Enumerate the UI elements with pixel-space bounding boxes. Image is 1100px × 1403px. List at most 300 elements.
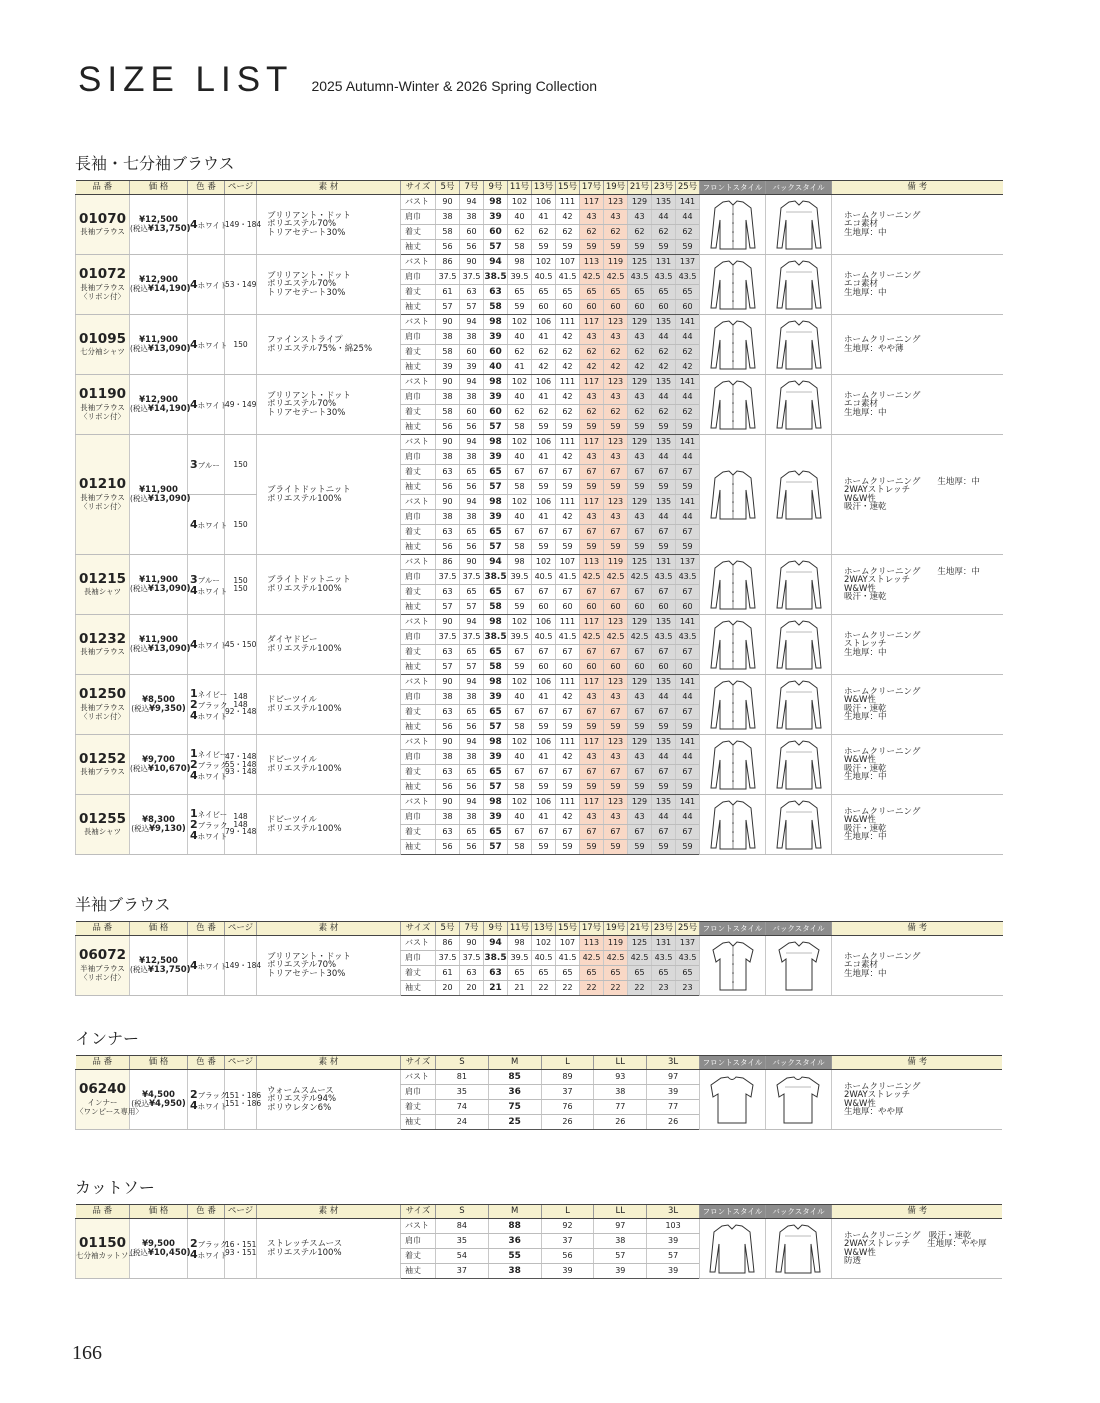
remark-line: 吸汗・速乾 (844, 703, 887, 714)
size-value: 58 (436, 345, 460, 360)
measure-label: 肩巾 (401, 450, 436, 465)
catalog-page: 148 (233, 699, 248, 709)
page-cell (225, 255, 257, 315)
material-line: ブライトドットニット (267, 485, 351, 495)
size-value: 135 (652, 615, 676, 630)
size-value: 57 (436, 600, 460, 615)
size-value: 67 (676, 525, 700, 540)
page-cell (225, 1070, 262, 1130)
size-value: 37.5 (460, 630, 484, 645)
remark-line: 吸汗・速乾 (844, 763, 887, 774)
material-cell (257, 255, 401, 315)
remark-line: ホームクリーニング (844, 335, 921, 345)
size-header: 7号 (460, 181, 484, 195)
size-value: 141 (676, 495, 700, 510)
size-value: 40 (508, 510, 532, 525)
size-value: 65 (484, 585, 508, 600)
section-title: カットソー (75, 1178, 155, 1197)
size-value: 36 (488, 1085, 541, 1100)
size-value: 98 (508, 255, 532, 270)
price-cell (130, 375, 191, 435)
page-cell (225, 795, 257, 855)
size-value: 62 (604, 345, 628, 360)
size-value: 56 (460, 540, 484, 555)
color-number: 3 (190, 572, 198, 586)
product-name: 半袖ブラウス (80, 963, 125, 973)
price-cell (130, 675, 188, 735)
size-value: 39 (647, 1234, 700, 1249)
measure-label: 袖丈 (401, 660, 436, 675)
size-value: 39.5 (508, 570, 532, 585)
product-code: 01250 (79, 685, 126, 702)
table-header (76, 922, 1003, 936)
measure-label: 袖丈 (401, 780, 436, 795)
col-price-header: 価 格 (130, 1205, 188, 1219)
size-value: 41 (508, 360, 532, 375)
size-value: 60 (580, 300, 604, 315)
size-value: 42.5 (580, 570, 604, 585)
size-value: 59 (580, 780, 604, 795)
size-value: 58 (508, 540, 532, 555)
size-header: L (541, 1056, 594, 1070)
size-header: 11号 (508, 922, 532, 936)
product-id-cell (76, 1219, 136, 1279)
back-shirt-illustration (773, 558, 825, 612)
material-line: ポリエステル94% (267, 1094, 337, 1105)
remark-line: ホームクリーニング (843, 1081, 921, 1092)
measure-label: 肩巾 (401, 330, 436, 345)
size-value: 56 (541, 1249, 594, 1264)
tax-price: ¥13,090) (147, 583, 191, 594)
measure-label: 袖丈 (401, 300, 436, 315)
section-title: インナー (75, 1029, 140, 1048)
color-cell (188, 1219, 228, 1279)
price: ¥4,500 (142, 1090, 175, 1100)
size-value: 57 (647, 1249, 700, 1264)
size-value: 43 (604, 330, 628, 345)
catalog-page: 55・148 (225, 759, 257, 769)
size-value: 59 (604, 540, 628, 555)
size-value: 63 (460, 966, 484, 981)
size-value: 60 (556, 600, 580, 615)
size-header: 11号 (508, 181, 532, 195)
size-value: 63 (484, 966, 508, 981)
color-name: ホワイト (197, 401, 228, 410)
measure-label: バスト (401, 195, 436, 210)
size-value: 59 (628, 420, 652, 435)
price-cell (130, 936, 191, 996)
remarks-header: 備 考 (832, 922, 1003, 936)
tax-price: ¥14,190) (147, 283, 191, 294)
product-id-cell (76, 375, 130, 435)
size-value: 43 (580, 510, 604, 525)
size-value: 123 (604, 375, 628, 390)
size-value: 43.5 (628, 270, 652, 285)
front-style-figure (700, 435, 766, 555)
size-value: 41 (532, 330, 556, 345)
color-number: 2 (190, 698, 198, 711)
table-row (76, 1219, 1003, 1234)
size-value: 67 (508, 525, 532, 540)
size-value: 41.5 (556, 630, 580, 645)
size-value: 38 (436, 510, 460, 525)
size-value: 42 (556, 330, 580, 345)
size-value: 57 (484, 840, 508, 855)
size-value: 107 (556, 936, 580, 951)
back-style-header: バックスタイル (765, 1056, 831, 1070)
section-title: 半袖ブラウス (75, 895, 171, 914)
size-value: 67 (676, 585, 700, 600)
material-cell (257, 435, 401, 555)
product-name: インナー (87, 1097, 118, 1107)
measure-label: バスト (401, 495, 436, 510)
remark-line: W&W性 (844, 583, 876, 594)
size-value: 38 (460, 810, 484, 825)
col-page-header: ページ (225, 922, 257, 936)
remark-line: ホームクリーニング (844, 951, 921, 962)
back-style-figure (766, 936, 832, 996)
col-color-header: 色 番 (188, 922, 225, 936)
size-value: 65 (460, 585, 484, 600)
catalog-page: 150 (233, 576, 248, 585)
size-value: 44 (652, 510, 676, 525)
size-value: 60 (484, 225, 508, 240)
product-name: 長袖シャツ (83, 827, 122, 837)
price-with-tax (130, 1247, 191, 1258)
material-cell (257, 936, 401, 996)
color-number: 4 (190, 709, 198, 722)
product-name: 〈リボン付〉 (80, 973, 125, 983)
size-value: 111 (556, 615, 580, 630)
size-value: 59 (604, 480, 628, 495)
back-shirt-illustration (773, 678, 825, 732)
size-value: 35 (436, 1234, 489, 1249)
size-header: 13号 (532, 181, 556, 195)
product-code: 01232 (79, 630, 126, 647)
material-cell (257, 375, 401, 435)
size-value: 60 (604, 660, 628, 675)
size-value: 106 (532, 495, 556, 510)
tax-label: (税込 (131, 703, 150, 713)
size-value: 57 (484, 480, 508, 495)
size-value: 62 (556, 225, 580, 240)
measure-label: 肩巾 (401, 1085, 436, 1100)
color-entry (190, 338, 228, 351)
remarks-cell (832, 435, 1003, 555)
size-value: 56 (436, 780, 460, 795)
size-value: 59 (556, 540, 580, 555)
size-value: 60 (580, 660, 604, 675)
size-value: 42 (580, 360, 604, 375)
product-id-cell (76, 195, 130, 255)
size-value: 85 (488, 1070, 541, 1085)
size-value: 106 (532, 435, 556, 450)
size-value: 59 (652, 780, 676, 795)
size-value: 59 (628, 480, 652, 495)
color-number: 4 (190, 398, 198, 411)
size-value: 117 (580, 615, 604, 630)
size-value: 62 (676, 225, 700, 240)
color-cell (188, 936, 228, 996)
measure-label: 袖丈 (401, 840, 436, 855)
size-value: 22 (580, 981, 604, 996)
size-value: 123 (604, 195, 628, 210)
size-value: 43 (580, 390, 604, 405)
size-value: 60 (652, 660, 676, 675)
back-style-figure (766, 615, 832, 675)
measure-label: 着丈 (401, 966, 436, 981)
size-value: 102 (508, 435, 532, 450)
measure-label: 袖丈 (401, 540, 436, 555)
size-value: 20 (460, 981, 484, 996)
back-style-figure (766, 555, 832, 615)
price-with-tax (130, 763, 191, 774)
product-name: 長袖ブラウス (80, 702, 125, 712)
size-value: 65 (460, 525, 484, 540)
remark-line: ホームクリーニング (844, 806, 921, 817)
product-name: 長袖ブラウス (80, 227, 125, 237)
color-name: ホワイト (197, 832, 228, 841)
size-value: 57 (460, 300, 484, 315)
size-value: 43 (604, 810, 628, 825)
size-value: 26 (541, 1115, 594, 1130)
size-header: 9号 (484, 181, 508, 195)
size-value: 67 (556, 705, 580, 720)
size-value: 40 (508, 450, 532, 465)
color-cell (188, 315, 228, 375)
size-value: 135 (652, 735, 676, 750)
back-style-figure (766, 675, 832, 735)
size-value: 67 (580, 585, 604, 600)
size-value: 65 (628, 966, 652, 981)
front-shirt-illustration (706, 1222, 758, 1276)
price: ¥12,500 (139, 956, 178, 966)
material-line: ブリリアント・ドット (267, 210, 351, 221)
size-value: 119 (604, 936, 628, 951)
size-value: 65 (508, 285, 532, 300)
size-value: 102 (508, 195, 532, 210)
size-value: 111 (556, 495, 580, 510)
size-value: 60 (484, 405, 508, 420)
front-shirt-illustration (707, 468, 759, 522)
color-entry (190, 459, 224, 470)
size-value: 67 (532, 765, 556, 780)
size-value: 60 (604, 600, 628, 615)
col-price-header: 価 格 (130, 1056, 188, 1070)
size-value: 57 (436, 300, 460, 315)
size-value: 67 (652, 585, 676, 600)
remarks-header: 備 考 (831, 1205, 1002, 1219)
size-value: 90 (436, 195, 460, 210)
size-header: 23号 (652, 922, 676, 936)
size-value: 59 (580, 540, 604, 555)
size-value: 59 (676, 480, 700, 495)
size-value: 38.5 (484, 270, 508, 285)
size-value: 94 (460, 375, 484, 390)
remark-line: ホームクリーニング 生地厚：中 (844, 566, 980, 577)
color-entry (190, 583, 228, 597)
remark-line: W&W性 (844, 755, 876, 765)
size-value: 67 (532, 825, 556, 840)
size-value: 65 (508, 966, 532, 981)
size-value: 43.5 (676, 630, 700, 645)
table-row (76, 936, 1003, 951)
size-value: 106 (532, 375, 556, 390)
color-number: 4 (190, 1098, 198, 1112)
size-value: 135 (652, 315, 676, 330)
catalog-page: 148 (233, 812, 248, 822)
size-value: 59 (628, 780, 652, 795)
size-value: 102 (508, 795, 532, 810)
size-value: 43.5 (652, 570, 676, 585)
tax-price: ¥10,670) (147, 763, 191, 774)
size-value: 62 (652, 345, 676, 360)
section-title: 長袖・七分袖ブラウス (75, 154, 235, 173)
size-value: 125 (628, 555, 652, 570)
size-value: 81 (436, 1070, 489, 1085)
size-value: 141 (676, 195, 700, 210)
remark-line: 生地厚：やや厚 (843, 1107, 904, 1117)
size-value: 65 (460, 645, 484, 660)
color-name: ブラック (197, 1239, 228, 1249)
material-line: トリアセテート30% (267, 968, 346, 979)
size-value: 60 (628, 300, 652, 315)
size-value: 56 (460, 840, 484, 855)
col-color-header: 色 番 (188, 1056, 225, 1070)
size-value: 43 (628, 330, 652, 345)
size-value: 90 (460, 255, 484, 270)
remarks-cell (832, 255, 1003, 315)
size-value: 89 (541, 1070, 594, 1085)
product-id-cell (76, 936, 130, 996)
material-line: ポリエステル70% (267, 399, 337, 410)
size-header: 5号 (436, 922, 460, 936)
size-value: 67 (628, 705, 652, 720)
remark-line: ホームクリーニング 吸汗・速乾 (843, 1230, 972, 1241)
size-value: 67 (580, 765, 604, 780)
size-value: 56 (436, 720, 460, 735)
size-value: 55 (488, 1249, 541, 1264)
color-entry (190, 829, 228, 842)
back-style-figure (766, 435, 832, 555)
size-value: 117 (580, 375, 604, 390)
size-value: 43 (604, 450, 628, 465)
size-value: 123 (604, 735, 628, 750)
size-value: 42.5 (604, 270, 628, 285)
size-value: 38 (436, 390, 460, 405)
product-id-cell (76, 615, 130, 675)
size-value: 57 (594, 1249, 647, 1264)
size-value: 65 (484, 765, 508, 780)
size-value: 43.5 (676, 951, 700, 966)
measure-label: バスト (401, 795, 436, 810)
size-value: 77 (594, 1100, 647, 1115)
size-value: 65 (580, 966, 604, 981)
catalog-page: 16・151 (225, 1240, 257, 1249)
table-row (76, 675, 1003, 690)
color-name: ネイビー (197, 810, 228, 819)
size-value: 59 (532, 420, 556, 435)
size-value: 60 (580, 600, 604, 615)
product-name: 長袖シャツ (83, 587, 122, 597)
size-value: 67 (508, 465, 532, 480)
size-value: 67 (556, 465, 580, 480)
size-value: 102 (508, 495, 532, 510)
measure-label: 肩巾 (401, 810, 436, 825)
remark-line: 生地厚：中 (844, 287, 887, 298)
back-style-figure (765, 1219, 831, 1279)
price-cell (130, 1219, 191, 1279)
size-value: 65 (676, 966, 700, 981)
product-id-cell (76, 795, 130, 855)
size-value: 59 (532, 480, 556, 495)
size-value: 62 (628, 225, 652, 240)
back-style-figure (765, 1070, 831, 1130)
size-value: 36 (488, 1234, 541, 1249)
size-value: 129 (628, 795, 652, 810)
size-value: 58 (484, 600, 508, 615)
front-shirt-illustration (707, 198, 759, 252)
price-with-tax (130, 403, 191, 414)
section-long-sleeve-blouse (75, 152, 1002, 855)
size-value: 59 (532, 540, 556, 555)
size-value: 43 (628, 510, 652, 525)
size-value: 94 (484, 255, 508, 270)
tax-label: (税込 (130, 493, 148, 503)
color-name: ホワイト (197, 712, 228, 721)
col-color-header: 色 番 (188, 1205, 225, 1219)
size-value: 44 (676, 690, 700, 705)
price-with-tax (130, 705, 187, 714)
size-value: 41 (532, 210, 556, 225)
size-value: 44 (676, 450, 700, 465)
product-code: 01095 (79, 330, 126, 347)
size-value: 41.5 (556, 951, 580, 966)
size-value: 44 (652, 210, 676, 225)
size-value: 39.5 (508, 630, 532, 645)
size-value: 65 (460, 825, 484, 840)
size-value: 63 (436, 585, 460, 600)
size-value: 141 (676, 315, 700, 330)
material-cell (257, 1070, 401, 1130)
size-value: 43 (604, 690, 628, 705)
size-value: 59 (508, 600, 532, 615)
size-header: 15号 (556, 181, 580, 195)
table-row (76, 735, 1003, 750)
color-name: ブラック (197, 821, 228, 830)
size-value: 129 (628, 615, 652, 630)
size-value: 43 (628, 450, 652, 465)
size-value: 67 (628, 585, 652, 600)
back-shirt-illustration (772, 1222, 824, 1276)
material-cell (257, 735, 401, 795)
size-value: 59 (652, 420, 676, 435)
col-price-header: 価 格 (130, 922, 188, 936)
color-number: 2 (190, 818, 198, 831)
size-value: 62 (628, 345, 652, 360)
measure-label: 肩巾 (401, 270, 436, 285)
measure-label: 肩巾 (401, 570, 436, 585)
size-value: 117 (580, 195, 604, 210)
size-value: 38 (436, 750, 460, 765)
col-material-header: 素 材 (257, 181, 401, 195)
catalog-page: 47・148 (225, 752, 257, 762)
size-value: 102 (532, 555, 556, 570)
size-table (75, 1204, 1002, 1279)
size-header: S (436, 1056, 489, 1070)
table-header (76, 181, 1003, 195)
color-number: 4 (190, 829, 198, 842)
